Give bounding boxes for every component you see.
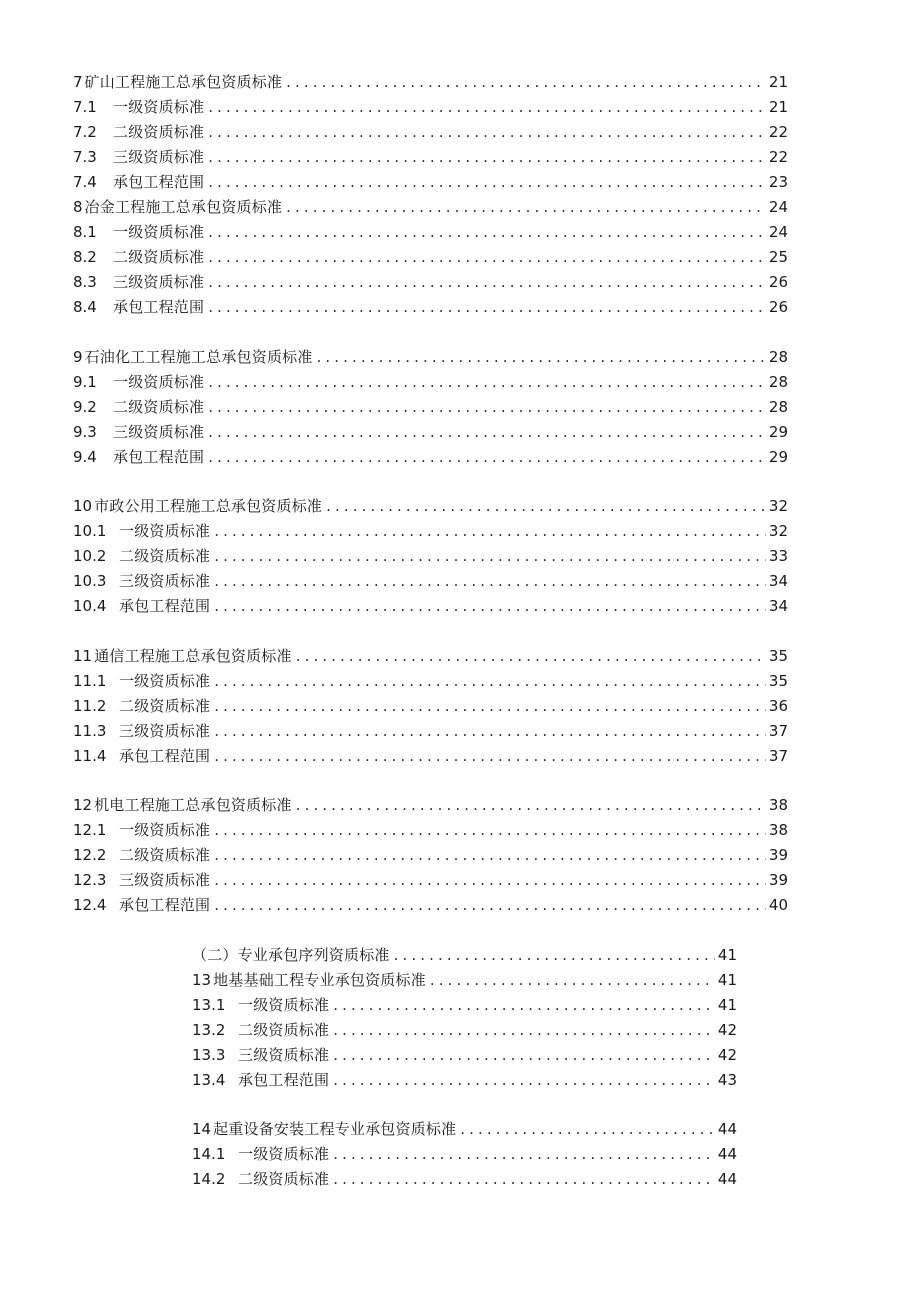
toc-entry[interactable] [73, 893, 788, 918]
toc-entry-number: 8.1 [73, 223, 97, 241]
toc-entry-page-number: 44 [717, 1170, 737, 1188]
toc-entry-number: 9.4 [73, 447, 97, 466]
toc-entry-number: 13 [192, 970, 212, 989]
toc-entry-title: 承包工程范围 [113, 173, 205, 191]
toc-entry-number: 7.1 [73, 98, 97, 116]
toc-entry[interactable] [73, 594, 788, 619]
toc-section [0, 494, 920, 619]
dot-leader [394, 943, 715, 968]
toc-entry-number: 7.3 [73, 148, 97, 166]
toc-entry-page-number: 42 [717, 1020, 737, 1039]
toc-entry-number: 11.4 [73, 746, 107, 765]
toc-entry-page-number: 41 [717, 970, 737, 989]
toc-entry-title: 二级资质标准 [119, 846, 211, 864]
toc-entry[interactable] [73, 370, 788, 395]
toc-entry-title: 三级资质标准 [119, 572, 211, 590]
toc-entry-page-number: 29 [768, 447, 788, 466]
toc-entry-title: 二级资质标准 [119, 696, 211, 715]
toc-entry-number: 13.3 [192, 1045, 226, 1064]
toc-entry-title: 承包工程范围 [119, 597, 211, 615]
toc-entry-number: 12.1 [73, 821, 107, 839]
toc-entry-title: 石油化工工程施工总承包资质标准 [84, 347, 313, 366]
dot-leader [214, 744, 766, 769]
dot-leader [333, 1018, 715, 1043]
toc-entry-page-number: 38 [768, 796, 788, 814]
toc-entry-page-number: 21 [768, 73, 788, 91]
dot-leader [214, 594, 766, 619]
toc-entry[interactable] [73, 420, 788, 445]
dot-leader [208, 270, 766, 295]
toc-entry-page-number: 44 [717, 1145, 737, 1163]
toc-entry-number: 11.3 [73, 721, 107, 740]
toc-entry[interactable] [73, 494, 788, 519]
toc-entry-title: （二）专业承包序列资质标准 [192, 945, 390, 964]
toc-entry-number: 8 [73, 198, 83, 216]
toc-entry-page-number: 28 [768, 347, 788, 366]
toc-entry-number: 7.2 [73, 123, 97, 141]
toc-section [0, 1117, 920, 1192]
toc-entry-page-number: 42 [717, 1045, 737, 1064]
dot-leader [460, 1117, 715, 1142]
toc-entry-page-number: 41 [717, 995, 737, 1014]
toc-entry-page-number: 33 [768, 547, 788, 565]
toc-entry-number: 11.1 [73, 671, 107, 690]
toc-entry-page-number: 34 [768, 597, 788, 615]
toc-entry-title: 市政公用工程施工总承包资质标准 [94, 497, 323, 515]
dot-leader [333, 1043, 715, 1068]
toc-entry-number: 7 [73, 73, 83, 91]
toc-entry-page-number: 39 [768, 871, 788, 889]
toc-entry[interactable] [73, 145, 788, 170]
dot-leader [208, 220, 766, 245]
toc-entry-number: 14 [192, 1120, 212, 1138]
dot-leader [430, 968, 715, 993]
toc-entry-title: 二级资质标准 [119, 547, 211, 565]
dot-leader [286, 70, 766, 95]
dot-leader [214, 868, 766, 893]
toc-entry[interactable] [73, 245, 788, 270]
dot-leader [208, 145, 766, 170]
toc-entry[interactable] [73, 519, 788, 544]
toc-entry[interactable] [73, 793, 788, 818]
table-of-contents [0, 70, 920, 1192]
toc-entry-title: 承包工程范围 [119, 896, 211, 914]
toc-entry-title: 三级资质标准 [119, 721, 211, 740]
dot-leader [208, 445, 766, 470]
toc-entry-title: 地基基础工程专业承包资质标准 [213, 970, 426, 989]
dot-leader [286, 195, 766, 220]
toc-entry-title: 一级资质标准 [113, 223, 205, 241]
toc-entry-title: 机电工程施工总承包资质标准 [94, 796, 292, 814]
toc-entry[interactable] [73, 868, 788, 893]
toc-entry-title: 一级资质标准 [238, 1145, 330, 1163]
toc-entry-title: 承包工程范围 [238, 1070, 330, 1089]
toc-entry-page-number: 21 [768, 98, 788, 116]
dot-leader [333, 993, 715, 1018]
toc-entry-page-number: 36 [768, 696, 788, 715]
toc-entry[interactable] [73, 395, 788, 420]
toc-entry[interactable] [73, 694, 788, 719]
toc-entry-number: 12.2 [73, 846, 107, 864]
toc-entry-page-number: 37 [768, 721, 788, 740]
toc-section [0, 943, 920, 1093]
toc-entry-title: 承包工程范围 [119, 746, 211, 765]
toc-entry-title: 三级资质标准 [113, 273, 205, 291]
toc-entry-title: 三级资质标准 [113, 148, 205, 166]
toc-entry-number: 10.1 [73, 522, 107, 540]
toc-section [0, 345, 920, 470]
toc-entry-title: 一级资质标准 [119, 522, 211, 540]
dot-leader [208, 395, 766, 420]
toc-entry-title: 冶金工程施工总承包资质标准 [84, 198, 283, 216]
toc-entry-page-number: 40 [768, 896, 788, 914]
toc-section [0, 70, 920, 320]
toc-entry[interactable] [73, 195, 788, 220]
dot-leader [208, 370, 766, 395]
toc-entry-page-number: 43 [717, 1070, 737, 1089]
toc-entry-number: 12 [73, 796, 93, 814]
toc-entry-number: 11 [73, 646, 93, 665]
toc-entry-number: 7.4 [73, 173, 97, 191]
toc-entry-title: 起重设备安装工程专业承包资质标准 [213, 1120, 457, 1138]
dot-leader [214, 669, 766, 694]
toc-entry[interactable] [73, 744, 788, 769]
dot-leader [214, 544, 766, 569]
toc-entry[interactable] [73, 95, 788, 120]
dot-leader [214, 694, 766, 719]
toc-entry-number: 10.4 [73, 597, 107, 615]
toc-entry-number: 11.2 [73, 696, 107, 715]
toc-entry-page-number: 29 [768, 422, 788, 441]
toc-entry-page-number: 28 [768, 372, 788, 391]
toc-entry[interactable] [73, 220, 788, 245]
dot-leader [214, 519, 766, 544]
toc-entry[interactable] [73, 569, 788, 594]
toc-entry-title: 二级资质标准 [113, 397, 205, 416]
toc-entry[interactable] [73, 295, 788, 320]
toc-entry-page-number: 32 [768, 497, 788, 515]
toc-entry-number: 9.2 [73, 397, 97, 416]
dot-leader [208, 120, 766, 145]
dot-leader [208, 170, 766, 195]
toc-entry[interactable] [73, 669, 788, 694]
toc-entry-page-number: 44 [717, 1120, 737, 1138]
toc-entry-title: 二级资质标准 [238, 1020, 330, 1039]
toc-entry-page-number: 34 [768, 572, 788, 590]
toc-entry-number: 9.1 [73, 372, 97, 391]
toc-entry-number: 14.1 [192, 1145, 226, 1163]
dot-leader [317, 345, 766, 370]
toc-entry-number: 12.3 [73, 871, 107, 889]
dot-leader [296, 644, 766, 669]
toc-entry-title: 三级资质标准 [119, 871, 211, 889]
toc-entry-title: 承包工程范围 [113, 447, 205, 466]
toc-entry-title: 三级资质标准 [238, 1045, 330, 1064]
toc-entry-title: 二级资质标准 [238, 1170, 330, 1188]
toc-entry-page-number: 35 [768, 646, 788, 665]
toc-entry-page-number: 26 [768, 273, 788, 291]
toc-entry-number: 10.3 [73, 572, 107, 590]
toc-entry[interactable] [73, 120, 788, 145]
toc-entry-page-number: 22 [768, 123, 788, 141]
toc-entry-number: 10.2 [73, 547, 107, 565]
toc-entry[interactable] [73, 70, 788, 95]
toc-entry-page-number: 32 [768, 522, 788, 540]
toc-entry-page-number: 39 [768, 846, 788, 864]
toc-entry-number: 8.4 [73, 298, 97, 316]
dot-leader [214, 893, 766, 918]
toc-entry-page-number: 35 [768, 671, 788, 690]
toc-entry[interactable] [192, 943, 737, 968]
toc-entry[interactable] [73, 445, 788, 470]
toc-section [0, 644, 920, 769]
toc-entry[interactable] [192, 1018, 737, 1043]
toc-entry-number: 8.3 [73, 273, 97, 291]
dot-leader [214, 719, 766, 744]
toc-entry[interactable] [73, 170, 788, 195]
toc-entry[interactable] [192, 1043, 737, 1068]
toc-entry-page-number: 38 [768, 821, 788, 839]
dot-leader [333, 1068, 715, 1093]
toc-entry-number: 9 [73, 347, 83, 366]
toc-entry-title: 通信工程施工总承包资质标准 [94, 646, 292, 665]
dot-leader [214, 569, 766, 594]
toc-entry-page-number: 41 [717, 945, 737, 964]
toc-entry-page-number: 25 [768, 248, 788, 266]
toc-entry-title: 二级资质标准 [113, 123, 205, 141]
toc-entry-number: 9.3 [73, 422, 97, 441]
toc-entry-title: 一级资质标准 [238, 995, 330, 1014]
dot-leader [214, 818, 766, 843]
dot-leader [208, 95, 766, 120]
toc-entry-page-number: 24 [768, 223, 788, 241]
toc-entry[interactable] [192, 1142, 737, 1167]
toc-entry-page-number: 37 [768, 746, 788, 765]
toc-entry[interactable] [73, 818, 788, 843]
dot-leader [208, 245, 766, 270]
toc-entry[interactable] [192, 1167, 737, 1192]
toc-entry[interactable] [73, 719, 788, 744]
toc-entry-page-number: 24 [768, 198, 788, 216]
toc-entry-number: 8.2 [73, 248, 97, 266]
dot-leader [214, 843, 766, 868]
toc-entry[interactable] [192, 1117, 737, 1142]
toc-entry[interactable] [73, 843, 788, 868]
toc-entry-title: 三级资质标准 [113, 422, 205, 441]
toc-entry[interactable] [192, 993, 737, 1018]
toc-entry-page-number: 28 [768, 397, 788, 416]
toc-entry-number: 14.2 [192, 1170, 226, 1188]
toc-entry-title: 一级资质标准 [119, 671, 211, 690]
toc-entry-title: 二级资质标准 [113, 248, 205, 266]
toc-entry[interactable] [73, 270, 788, 295]
toc-entry-page-number: 22 [768, 148, 788, 166]
toc-entry[interactable] [73, 345, 788, 370]
toc-entry[interactable] [73, 544, 788, 569]
toc-entry-page-number: 26 [768, 298, 788, 316]
toc-entry-title: 一级资质标准 [113, 98, 205, 116]
toc-entry-title: 一级资质标准 [119, 821, 211, 839]
toc-entry-title: 矿山工程施工总承包资质标准 [84, 73, 283, 91]
toc-entry-number: 13.4 [192, 1070, 226, 1089]
toc-entry[interactable] [192, 968, 737, 993]
dot-leader [333, 1167, 715, 1192]
toc-entry-number: 12.4 [73, 896, 107, 914]
dot-leader [208, 295, 766, 320]
toc-entry[interactable] [192, 1068, 737, 1093]
toc-entry-number: 10 [73, 497, 93, 515]
toc-entry-number: 13.2 [192, 1020, 226, 1039]
toc-entry-title: 承包工程范围 [113, 298, 205, 316]
dot-leader [333, 1142, 715, 1167]
toc-entry[interactable] [73, 644, 788, 669]
toc-entry-page-number: 23 [768, 173, 788, 191]
toc-section [0, 793, 920, 918]
dot-leader [296, 793, 766, 818]
dot-leader [326, 494, 766, 519]
dot-leader [208, 420, 766, 445]
toc-entry-title: 一级资质标准 [113, 372, 205, 391]
toc-entry-number: 13.1 [192, 995, 226, 1014]
